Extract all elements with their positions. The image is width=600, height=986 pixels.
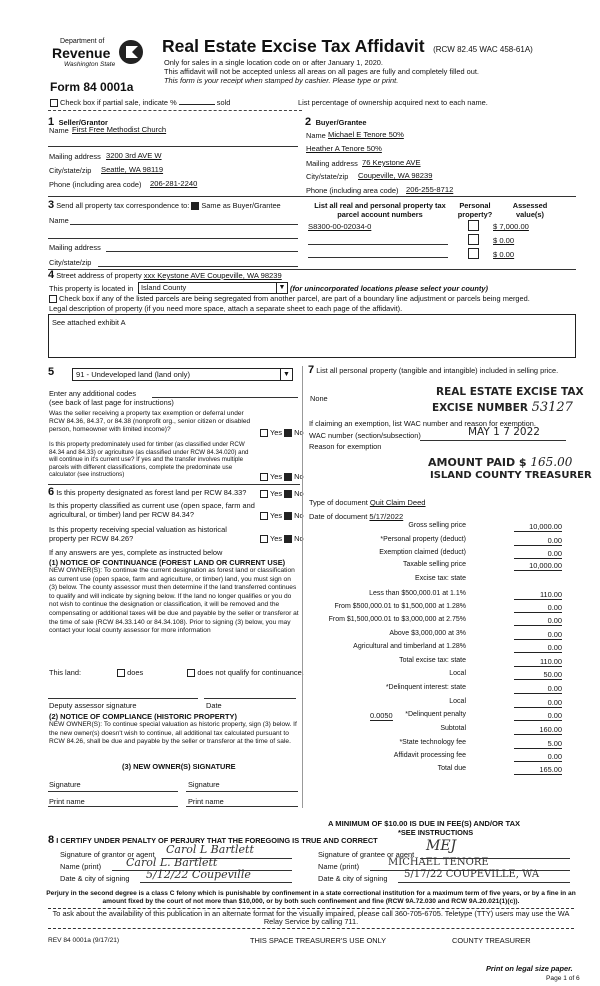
- section8-num: 8: [48, 834, 55, 846]
- minimum-note: A MINIMUM OF $10.00 IS DUE IN FEE(S) AND/OR TAX: [328, 819, 521, 828]
- yes-label: Yes: [270, 534, 283, 543]
- see-instructions: *SEE INSTRUCTIONS: [398, 828, 474, 837]
- s6-q1-yes[interactable]: [260, 490, 268, 498]
- codes-note: (see back of last page for instructions): [49, 398, 174, 407]
- local-rate: 0.0050: [370, 711, 393, 720]
- calc-row-value[interactable]: 0.00: [514, 684, 562, 694]
- calc-row-label: Total due: [437, 765, 466, 772]
- s6-q3-answer: [260, 534, 304, 543]
- calc-row-value[interactable]: 0.00: [514, 698, 562, 708]
- s6-q1-row: [48, 488, 246, 497]
- calc-row-label: From $500,000.01 to $1,500,000 at 1.28%: [334, 603, 466, 610]
- notice1-head: (1) NOTICE OF CONTINUANCE (FOREST LAND OR CURRENT USE): [49, 558, 286, 567]
- buyer-heading-label: Buyer/Grantee: [315, 118, 367, 127]
- calc-row-value[interactable]: 0.00: [514, 536, 562, 546]
- calc-row-label: Subtotal: [440, 725, 466, 732]
- grantor-print-name[interactable]: Carol L. Bartlett: [126, 856, 218, 869]
- seller-city[interactable]: Seattle, WA 98119: [101, 165, 164, 174]
- calc-row-value[interactable]: 0.00: [514, 752, 562, 762]
- assessed-3[interactable]: $ 0.00: [493, 250, 515, 259]
- doc-type-row: [309, 498, 426, 507]
- doc-date[interactable]: 5/17/2022: [369, 512, 404, 521]
- doc-date-label: Date of document: [309, 512, 368, 521]
- legal-paper-note: Print on legal size paper.: [486, 964, 573, 973]
- seller-phone[interactable]: 206-281-2240: [150, 179, 198, 188]
- s5-q1-no[interactable]: [284, 429, 292, 437]
- street-address[interactable]: xxx Keystone AVE Coupeville, WA 98239: [143, 271, 282, 280]
- notice1-body: NEW OWNER(S): To continue the current designation as forest land or classification as current use (open space, farm and agriculture, or timber) land, you must sign on (3) below. The county assessor must then determine if the land transferred continues to qualify and will indicate by signing below. If the land no longer qualifies or you do not wish to continue the designation or classification, it will be removed and the compensating or additional taxes will be due and payable by the seller or transferor at the time of sale (RCW 84.33.140 or 84.34.108). Prior to signing (3) below, you may contact your local county assessor for more information: [49, 567, 299, 635]
- buyer-num: 2: [305, 116, 312, 128]
- s6-q1-answer: [260, 489, 304, 498]
- personal-property-value[interactable]: None: [310, 394, 328, 403]
- grantor-date-label: Date & city of signing: [60, 874, 130, 883]
- s6-q2-no[interactable]: [284, 512, 292, 520]
- header-line1: Only for sales in a single location code on or after January 1, 2020.: [164, 58, 383, 67]
- s5-q1: Was the seller receiving a property tax exemption or deferral under RCW 84.36, 84.37, or 84.38 (nonprofit org., senior citizen or disabled person, homeowner with limited income)?: [49, 410, 251, 433]
- assessed-head: Assessed value(s): [512, 201, 548, 219]
- personal-checkbox-2[interactable]: [468, 234, 479, 245]
- buyer-city[interactable]: Coupeville, WA 98239: [358, 171, 433, 180]
- revenue-logo-icon: [118, 38, 144, 66]
- certify-statement: I CERTIFY UNDER PENALTY OF PERJURY THAT THE FOREGOING IS TRUE AND CORRECT: [56, 836, 378, 845]
- s6-any-yes: If any answers are yes, complete as instructed below: [49, 548, 223, 557]
- buyer-phone[interactable]: 206-255-8712: [406, 185, 454, 194]
- calc-row-value[interactable]: 0.00: [514, 711, 562, 721]
- calc-row-label: Exemption claimed (deduct): [379, 549, 466, 556]
- seller-num: 1: [48, 116, 55, 128]
- amount-paid-label: AMOUNT PAID $: [428, 456, 527, 469]
- calc-row-label: *Personal property (deduct): [380, 536, 466, 543]
- segregate-label: Check box if any of the listed parcels are being segregated from another parcel, are part of a boundary line adjustment or parcels being merged.: [59, 294, 530, 303]
- personal-checkbox-3[interactable]: [468, 248, 479, 259]
- calc-row-label: Gross selling price: [408, 522, 466, 529]
- deputy-sig-label: Deputy assessor signature: [49, 701, 137, 710]
- personal-checkbox-1[interactable]: [468, 220, 479, 231]
- ownership-note: List percentage of ownership acquired next to each name.: [298, 98, 488, 107]
- buyer-mailing-label: Mailing address: [306, 159, 358, 168]
- seller-city-label: City/state/zip: [49, 166, 92, 175]
- new-owner-sig-label-1: Signature: [49, 780, 81, 789]
- county-label: This property is located in: [49, 284, 134, 293]
- revenue-logo: [48, 38, 148, 78]
- parcel-1[interactable]: S8300-00-02034-0: [308, 222, 372, 231]
- segregate-row: [49, 294, 530, 303]
- section5-num: 5: [48, 366, 55, 378]
- buyer-name-label: Name: [306, 131, 326, 140]
- s3-city-label: City/state/zip: [49, 258, 92, 267]
- calc-row-label: From $1,500,000.01 to $3,000,000 at 2.75%: [328, 616, 466, 623]
- s5-q1-answer: [260, 428, 304, 437]
- calc-row-value[interactable]: 0.00: [514, 603, 562, 613]
- assessed-2[interactable]: $ 0.00: [493, 236, 515, 245]
- calc-row-label: Affidavit processing fee: [393, 752, 466, 759]
- seller-mailing-label: Mailing address: [49, 152, 101, 161]
- notice2-head: (2) NOTICE OF COMPLIANCE (HISTORIC PROPERTY): [49, 712, 237, 721]
- does-not-checkbox[interactable]: [187, 669, 195, 677]
- header-title-row: [162, 36, 533, 57]
- same-as-buyer-checkbox[interactable]: [191, 202, 199, 210]
- calc-row-value[interactable]: 5.00: [514, 739, 562, 749]
- exemption-label: If claiming an exemption, list WAC number and reason for exemption.: [309, 419, 536, 428]
- calc-row-label: Above $3,000,000 at 3%: [389, 630, 466, 637]
- section3-label: Send all property tax correspondence to:: [56, 201, 190, 210]
- buyer-phone-label: Phone (including area code): [306, 186, 399, 195]
- calc-row-label: Excise tax: state: [415, 575, 466, 582]
- does-label: does: [127, 668, 144, 677]
- does-not-label: does not qualify for continuance.: [197, 668, 304, 677]
- excise-number-label: EXCISE NUMBER: [432, 402, 528, 414]
- dept-state: Washington State: [64, 61, 116, 68]
- calc-row-label: *Delinquent penalty: [405, 711, 466, 718]
- doc-type[interactable]: Quit Claim Deed: [369, 498, 426, 507]
- grantee-print-name[interactable]: MICHAEL TENORE: [388, 857, 489, 868]
- partial-sale-label: Check box if partial sale, indicate %: [60, 98, 177, 107]
- no-label: No: [294, 472, 304, 481]
- stamp-date: MAY 1 7 2022: [468, 426, 540, 438]
- partial-sold-label: sold: [216, 98, 231, 107]
- seller-heading-label: Seller/Grantor: [58, 118, 108, 127]
- perjury-notice: Perjury in the second degree is a class C felony which is punishable by confinement in a state correctional institution for a maximum term of five years, or by a fine in an amount fixed by the court of not more than $10,000, or by both such confinement and fine (RCW 9A.72.030 and RCW 9A.20.021(1)(c)).: [46, 890, 576, 905]
- yes-label: Yes: [270, 489, 283, 498]
- calc-row-value[interactable]: 0.00: [514, 616, 562, 626]
- section4-num: 4: [48, 269, 55, 281]
- s6-q3-yes[interactable]: [260, 535, 268, 543]
- rcw-ref: (RCW 82.45 WAC 458-61A): [433, 45, 533, 54]
- chevron-down-icon: ▼: [280, 369, 292, 380]
- wac-label: WAC number (section/subsection): [309, 431, 421, 440]
- s6-q1-no[interactable]: [284, 490, 292, 498]
- s6-q3-no[interactable]: [284, 535, 292, 543]
- section7-num: 7: [308, 364, 315, 376]
- calc-row-label: Local: [449, 670, 466, 677]
- new-owner-print-label-2: Print name: [188, 797, 224, 806]
- grantee-signature: MEJ: [426, 838, 457, 854]
- header-line3: This form is your receipt when stamped by cashier. Please type or print.: [164, 76, 399, 85]
- calc-row-value[interactable]: 160.00: [514, 725, 562, 735]
- s5-q1-yes[interactable]: [260, 429, 268, 437]
- s5-q2-yes[interactable]: [260, 473, 268, 481]
- this-land-row: [49, 668, 304, 677]
- calc-row-value[interactable]: 0.00: [514, 630, 562, 640]
- county-value: Island County: [141, 283, 187, 292]
- alt-format-notice: To ask about the availability of this publication in an alternate format for the visually impaired, please call 360-705-6705. Teletype (TTY) users may use the WA Relay Service by calling 711.: [48, 908, 574, 929]
- same-as-buyer-label: Same as Buyer/Grantee: [201, 201, 281, 210]
- no-label: No: [294, 511, 304, 520]
- page-title: Real Estate Excise Tax Affidavit: [162, 36, 425, 56]
- seller-phone-label: Phone (including area code): [49, 180, 142, 189]
- no-label: No: [294, 489, 304, 498]
- county-note: (for unincorporated locations please select your county): [290, 284, 488, 293]
- rev-number: REV 84 0001a (9/17/21): [48, 937, 120, 944]
- calc-row-label: Taxable selling price: [402, 561, 466, 568]
- treasurer-use: THIS SPACE TREASURER'S USE ONLY: [250, 936, 387, 945]
- no-label: No: [294, 428, 304, 437]
- dept-line1: Department of: [60, 38, 105, 45]
- calc-row-value[interactable]: 0.00: [514, 549, 562, 559]
- excise-number: 53127: [531, 400, 573, 415]
- land-use-value: 91 - Undeveloped land (land only): [76, 370, 190, 379]
- county-select[interactable]: [138, 282, 288, 294]
- grantor-date-city[interactable]: 5/12/22 Coupeville: [146, 868, 251, 881]
- treasurer-stamp: ISLAND COUNTY TREASURER: [430, 470, 592, 481]
- header-line2: This affidavit will not be accepted unless all areas on all pages are fully and completely filled out.: [164, 67, 479, 76]
- section6-num: 6: [48, 486, 55, 498]
- grantee-sig-label: Signature of grantee or agent: [318, 850, 415, 859]
- calc-row-value[interactable]: 110.00: [514, 590, 562, 600]
- calc-row-label: Agricultural and timberland at 1.28%: [353, 643, 466, 650]
- calc-row-value[interactable]: 10,000.00: [514, 561, 562, 571]
- legal-label: Legal description of property (if you need more space, attach a separate sheet to each page of the affidavit).: [49, 304, 403, 313]
- calc-row-label: Local: [449, 698, 466, 705]
- s3-mailing-label: Mailing address: [49, 243, 101, 252]
- segregate-checkbox[interactable]: [49, 295, 57, 303]
- land-use-select[interactable]: [72, 368, 293, 381]
- buyer-heading: [305, 112, 367, 130]
- stamp-line2: [432, 400, 573, 415]
- s6-q2-yes[interactable]: [260, 512, 268, 520]
- no-label: No: [294, 534, 304, 543]
- s5-q2-answer: [260, 472, 304, 481]
- buyer-name1[interactable]: Michael E Tenore 50%: [328, 130, 404, 139]
- new-owner-sig-label-2: Signature: [188, 780, 220, 789]
- calc-row-label: Less than $500,000.01 at 1.1%: [369, 590, 466, 597]
- buyer-name2[interactable]: Heather A Tenore 50%: [306, 144, 382, 153]
- s6-q2: Is this property classified as current use (open space, farm and agricultural, or timber) land per RCW 84.34?: [49, 501, 255, 519]
- county-treasurer: COUNTY TREASURER: [452, 936, 531, 945]
- calc-row-label: *Delinquent interest: state: [385, 684, 466, 691]
- grantee-date-city[interactable]: 5/17/22 COUPEVILLE, WA: [404, 869, 540, 880]
- buyer-city-label: City/state/zip: [306, 172, 349, 181]
- seller-name[interactable]: First Free Methodist Church: [72, 125, 167, 134]
- s6-q3: Is this property receiving special valuation as historical property per RCW 84.26?: [49, 525, 227, 543]
- page-number: Page 1 of 6: [546, 975, 580, 982]
- s3-name-label: Name: [49, 216, 69, 225]
- reason-label: Reason for exemption: [309, 442, 382, 451]
- calc-row-label: *State technology fee: [399, 739, 466, 746]
- seller-mailing[interactable]: 3200 3rd AVE W: [106, 151, 162, 160]
- grantor-signature: Carol L Bartlett: [166, 843, 254, 856]
- s5-q2: Is this property predominately used for timber (as classified under RCW 84.34 and 84.33) or agriculture (as classified under RCW 84.34.020) and will continue in it's current use? If yes and the transfer involves multiple parcels with different classifications, complete the predominate use calculator (see instructions): [49, 441, 249, 479]
- partial-sale-checkbox[interactable]: [50, 99, 58, 107]
- codes-label: Enter any additional codes: [49, 389, 137, 398]
- amount-paid: 165.00: [530, 455, 573, 469]
- grantee-print-label: Name (print): [318, 862, 360, 871]
- section7-label: List all personal property (tangible and intangible) included in selling price.: [316, 366, 559, 375]
- personal-head: Personal property?: [457, 201, 493, 219]
- does-checkbox[interactable]: [117, 669, 125, 677]
- calc-row-label: Total excise tax: state: [399, 657, 466, 664]
- assessed-1[interactable]: $ 7,000.00: [493, 222, 529, 231]
- section7-row: [308, 366, 566, 375]
- stamp-line1: REAL ESTATE EXCISE TAX: [436, 386, 584, 398]
- s6-q2-answer: [260, 511, 304, 520]
- section3-heading: [48, 201, 281, 210]
- grantee-date-label: Date & city of signing: [318, 874, 388, 883]
- street-label: Street address of property: [56, 271, 142, 280]
- legal-description: See attached exhibit A: [52, 318, 126, 327]
- section3-num: 3: [48, 199, 55, 211]
- dept-name: Revenue: [52, 45, 111, 61]
- calc-row-value[interactable]: 50.00: [514, 670, 562, 680]
- seller-name-label: Name: [49, 126, 69, 135]
- notice3-head: (3) NEW OWNER(S) SIGNATURE: [122, 762, 236, 771]
- this-land-label: This land:: [49, 668, 82, 677]
- s5-q2-no[interactable]: [284, 473, 292, 481]
- form-number: Form 84 0001a: [50, 80, 134, 94]
- grantor-print-label: Name (print): [60, 862, 102, 871]
- doc-date-row: [309, 512, 403, 521]
- chevron-down-icon: ▼: [276, 283, 287, 293]
- yes-label: Yes: [270, 511, 283, 520]
- grantor-sig-label: Signature of grantor or agent: [60, 850, 155, 859]
- yes-label: Yes: [270, 428, 283, 437]
- calc-row-value[interactable]: 10,000.00: [514, 522, 562, 532]
- partial-sale-row: [50, 98, 230, 107]
- calc-row-value[interactable]: 0.00: [514, 643, 562, 653]
- new-owner-print-label-1: Print name: [49, 797, 85, 806]
- section4-street: [48, 271, 282, 280]
- calc-row-value[interactable]: 165.00: [514, 765, 562, 775]
- deputy-date-label: Date: [206, 701, 222, 710]
- buyer-mailing[interactable]: 76 Keystone AVE: [362, 158, 421, 167]
- legal-description-box[interactable]: [48, 314, 576, 358]
- yes-label: Yes: [270, 472, 283, 481]
- notice2-body: NEW OWNER(S): To continue special valuation as historic property, sign (3) below. If the new owner(s) doesn't wish to continue, all additional tax calculated pursuant to RCW 84.26, shall be due and payable by the seller or transferor at the time of sale.: [49, 721, 297, 746]
- amount-paid-row: [428, 455, 572, 469]
- doc-type-label: Type of document: [309, 498, 368, 507]
- calc-row-value[interactable]: 110.00: [514, 657, 562, 667]
- s6-q1: Is this property designated as forest land per RCW 84.33?: [56, 488, 247, 497]
- parcel-head: List all real and personal property tax parcel account numbers: [314, 201, 446, 219]
